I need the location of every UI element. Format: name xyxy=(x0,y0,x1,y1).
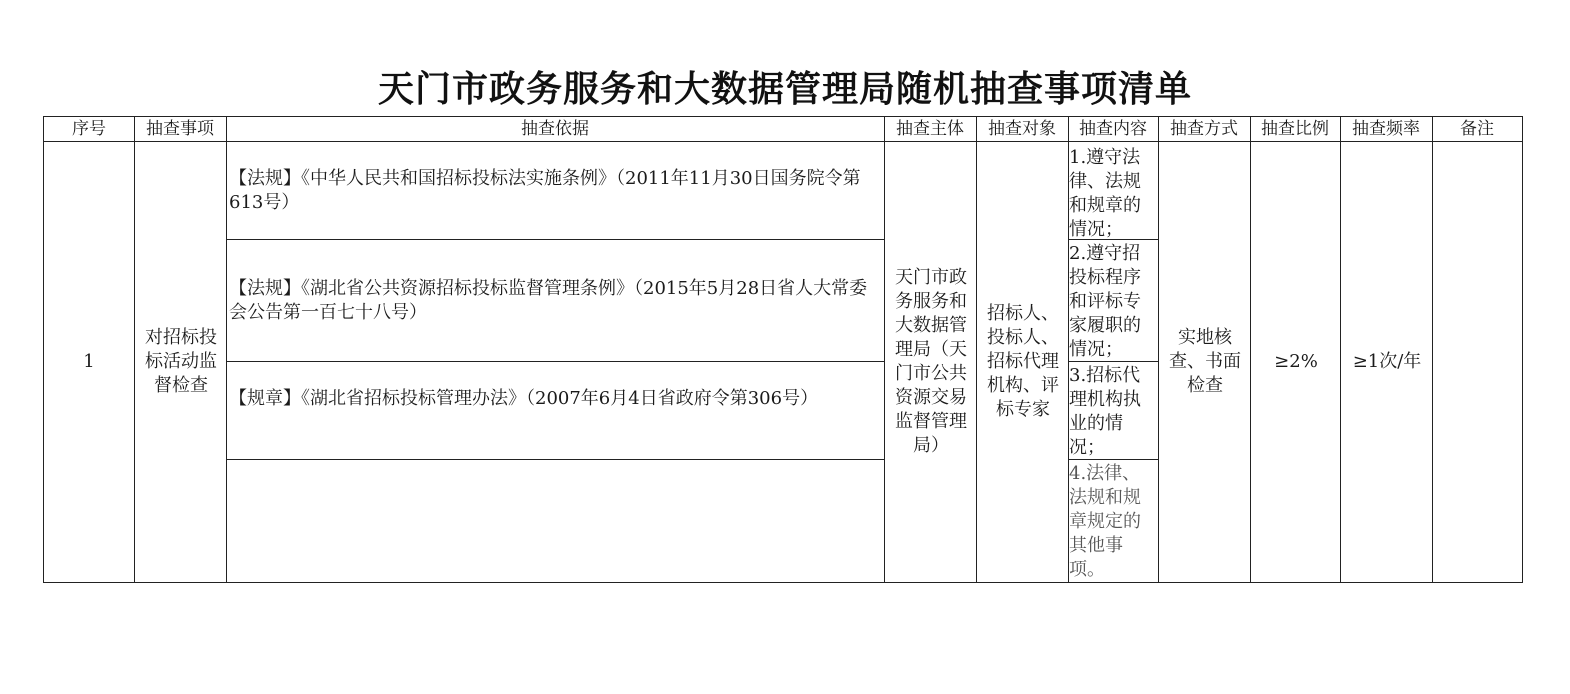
header-method: 抽查方式 xyxy=(1170,119,1238,139)
header-content: 抽查内容 xyxy=(1079,119,1147,139)
column-divider xyxy=(1340,117,1341,582)
header-item: 抽查事项 xyxy=(146,119,214,139)
row-divider xyxy=(226,239,884,240)
column-divider xyxy=(1158,117,1159,582)
header-ratio: 抽查比例 xyxy=(1261,119,1329,139)
seq-value: 1 xyxy=(83,351,95,372)
column-divider xyxy=(1250,117,1251,582)
column-divider xyxy=(1432,117,1433,582)
header-remark: 备注 xyxy=(1460,119,1494,139)
item-value: 对招标投标活动监督检查 xyxy=(145,327,217,396)
row-divider xyxy=(226,361,884,362)
column-divider xyxy=(884,117,885,582)
ratio-value: ≥2% xyxy=(1274,351,1318,372)
header-basis: 抽查依据 xyxy=(521,119,589,139)
cell-frequency xyxy=(1342,142,1432,582)
header-seq: 序号 xyxy=(72,119,106,139)
content-entry: 1.遵守法律、法规和规章的情况； xyxy=(1069,147,1141,240)
content-entry: 3.招标代理机构执业的情况； xyxy=(1069,365,1141,458)
cell-remark xyxy=(1434,142,1522,582)
basis-entry: 【法规】《湖北省公共资源招标投标监督管理条例》（2015年5月28日省人大常委会公告第一百七十八号） xyxy=(229,278,868,323)
cell-ratio xyxy=(1252,142,1340,582)
column-divider xyxy=(226,117,227,582)
cell-subject xyxy=(886,142,976,582)
cell-item xyxy=(136,142,226,582)
frequency-value: ≥1次/年 xyxy=(1352,351,1422,372)
cell-seq xyxy=(44,142,134,582)
inspection-table xyxy=(43,116,1523,583)
basis-entry: 【规章】《湖北省招标投标管理办法》（2007年6月4日省政府令第306号） xyxy=(229,388,819,409)
page-title: 天门市政务服务和大数据管理局随机抽查事项清单 xyxy=(377,69,1192,110)
content-entry: 4.法律、法规和规章规定的其他事项。 xyxy=(1069,463,1141,580)
column-divider xyxy=(976,117,977,582)
header-target: 抽查对象 xyxy=(988,119,1056,139)
row-divider xyxy=(226,459,884,460)
cell-method xyxy=(1160,142,1250,582)
column-divider xyxy=(134,117,135,582)
subject-value: 天门市政务服务和大数据管理局（天门市公共资源交易监督管理局） xyxy=(895,267,967,456)
basis-entry: 【法规】《中华人民共和国招标投标法实施条例》（2011年11月30日国务院令第613号） xyxy=(229,168,861,213)
method-value: 实地核查、书面检查 xyxy=(1169,327,1241,396)
content-entry: 2.遵守招投标程序和评标专家履职的情况； xyxy=(1069,243,1141,360)
table-header-row xyxy=(44,117,1522,142)
target-value: 招标人、投标人、招标代理机构、评标专家 xyxy=(987,303,1059,420)
cell-target xyxy=(978,142,1068,582)
header-subject: 抽查主体 xyxy=(896,119,964,139)
header-frequency: 抽查频率 xyxy=(1352,119,1420,139)
